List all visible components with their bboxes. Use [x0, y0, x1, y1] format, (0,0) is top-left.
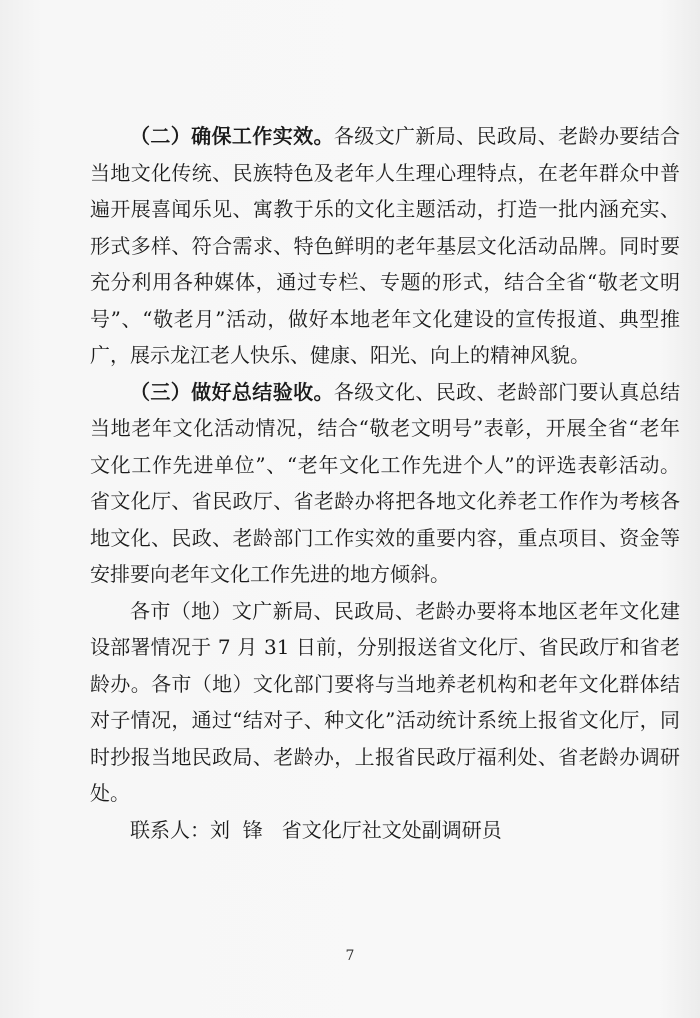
contact-title: 省文化厅社文处副调研员	[281, 817, 502, 842]
paragraph-ensure-effectiveness	[90, 118, 680, 374]
paragraph-text: 各市（地）文广新局、民政局、老龄办要将本地区老年文化建设部署情况于 7 月 31 日前，分别报送省文化厅、省民政厅和省老龄办。各市（地）文化部门要将与当地养老机构和老年文化群体结对子情况，通过“结对子、种文化”活动统计系统上报省文化厅，同时抄报当地民政局、老龄办，上报省民政厅福利处、省老龄办调研处。	[90, 598, 680, 805]
contact-label: 联系人：	[130, 817, 210, 842]
paragraph-reporting	[90, 593, 680, 812]
paragraph-text: 各级文广新局、民政局、老龄办要结合当地文化传统、民族特色及老年人生理心理特点，在老年群众中普遍开展喜闻乐见、寓教于乐的文化主题活动，打造一批内涵充实、形式多样、符合需求、特色鲜明的老年基层文化活动品牌。同时要充分利用各种媒体，通过专栏、专题的形式，结合全省“敬老文明号”、“敬老月”活动，做好本地老年文化建设的宣传报道、典型推广，展示龙江老人快乐、健康、阳光、向上的精神风貌。	[90, 124, 681, 367]
contact-line	[90, 812, 680, 849]
contact-name: 刘 锋	[210, 817, 263, 842]
page-number: 7	[345, 948, 355, 964]
document-body	[90, 118, 680, 848]
paragraph-summary-acceptance	[90, 374, 680, 593]
paragraph-text: 各级文化、民政、老龄部门要认真总结当地老年文化活动情况，结合“敬老文明号”表彰，开展全省“老年文化工作先进单位”、“老年文化工作先进个人”的评选表彰活动。省文化厅、省民政厅、省老龄办将把各地文化养老工作作为考核各地文化、民政、老龄部门工作实效的重要内容，重点项目、资金等安排要向老年文化工作先进的地方倾斜。	[90, 379, 681, 586]
paragraph-heading: （三）做好总结验收。	[130, 379, 334, 404]
paragraph-heading: （二）确保工作实效。	[130, 124, 334, 148]
